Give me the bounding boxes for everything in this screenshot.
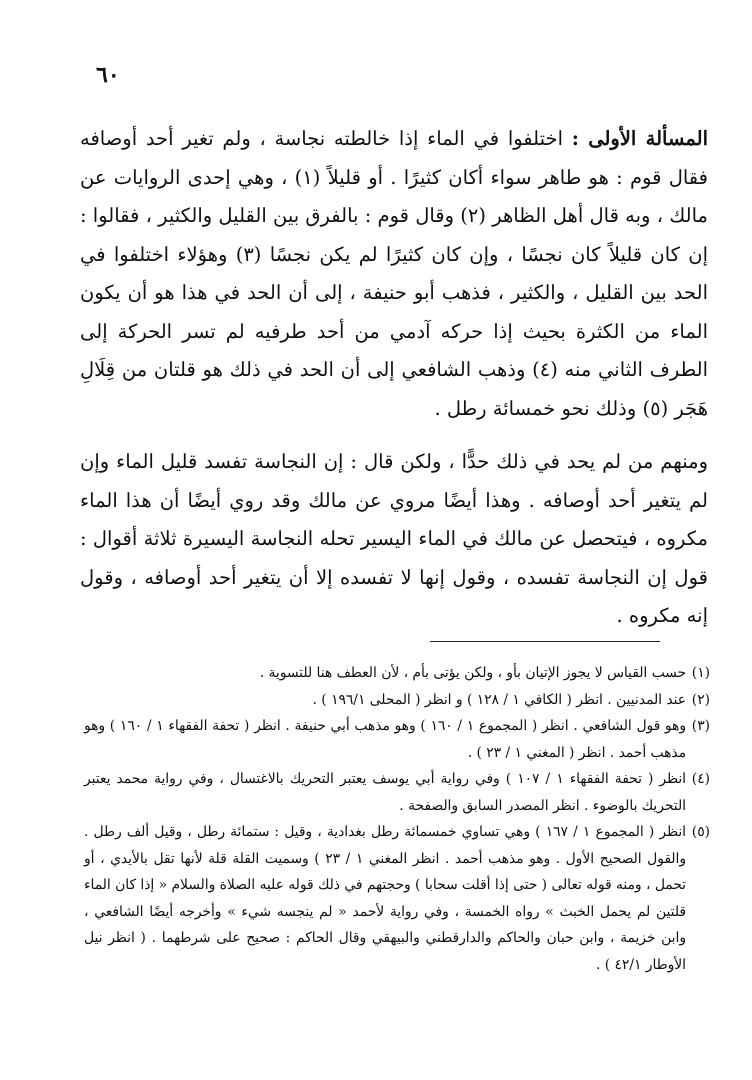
footnote-marker: (٥): [691, 824, 710, 840]
footnotes: [84, 660, 710, 978]
footnote-text: عند المدنيين . انظر ( الكافي ١ / ١٢٨ ) و انظر ( المحلى ١٩٦/١ ) .: [312, 691, 686, 708]
page-number: ٦٠: [96, 62, 120, 88]
footnote-3: [84, 713, 710, 766]
footnote-marker: (٣): [691, 718, 710, 734]
footnote-2: [84, 687, 710, 714]
footnote-1: [84, 660, 710, 687]
footnote-marker: (٢): [691, 691, 710, 708]
paragraph-1: [80, 120, 708, 428]
footnote-text: انظر ( المجموع ١ / ١٦٧ ) وهي تساوي خمسمائة رطل بغدادية ، وقيل : ستمائة رطل ، وقيل ألف رطل . والقول الصحيح الأول . وهو مذهب أحمد . انظر المغني ١ / ٢٣ ) وسميت القلة قلة لأنها تقل بالأيدي ، أو تحمل ، ومنه قوله تعالى ( حتى إذا أقلت سحابا ) وحجتهم في ذلك قوله عليه الصلاة والسلام « إذا كان الماء قلتين لم يحمل الخبث » رواه الخمسة ، وفي رواية لأحمد « لم ينجسه شيء » وأخرجه أيضًا الشافعي ، وابن خزيمة ، وابن حبان والحاكم والدارقطني والبيهقي وقال الحاكم : صحيح على شرطهما . ( انظر نيل الأوطار ٤٢/١ ) .: [84, 824, 687, 973]
paragraph-1-text: اختلفوا في الماء إذا خالطته نجاسة ، ولم تغير أحد أوصافه فقال قوم : هو طاهر سواء أكان كثيرًا . أو قليلاً (١) ، وهي إحدى الروايات عن مالك ، وبه قال أهل الظاهر (٢) وقال قوم : بالفرق بين القليل والكثير ، فقالوا : إن كان قليلاً كان نجسًا ، وإن كان كثيرًا لم يكن نجسًا (٣) وهؤلاء اختلفوا في الحد بين القليل ، والكثير ، فذهب أبو حنيفة ، إلى أن الحد في هذا هو أن يكون الماء من الكثرة بحيث إذا حركه آدمي من أحد طرفيه لم تسر الحركة إلى الطرف الثاني منه (٤) وذهب الشافعي إلى أن الحد في ذلك هو قلتان من قِلَالِ هَجَر (٥) وذلك نحو خمسائة رطل .: [80, 127, 708, 420]
paragraph-2: ومنهم من لم يحد في ذلك حدًّا ، ولكن قال : إن النجاسة تفسد قليل الماء وإن لم يتغير أحد أوصافه . وهذا أيضًا مروي عن مالك وقد روي أيضًا أن هذا الماء مكروه ، فيتحصل عن مالك في الماء اليسير تحله النجاسة اليسيرة ثلاثة أقوال : قول إن النجاسة تفسده ، وقول إنها لا تفسده إلا أن يتغير أحد أوصافه ، وقول إنه مكروه .: [80, 450, 708, 627]
footnote-marker: (١): [691, 665, 710, 681]
footnote-separator: [430, 641, 660, 642]
footnote-marker: (٤): [691, 771, 710, 787]
issue-heading: المسألة الأولى :: [571, 127, 709, 150]
footnote-text: انظر ( تحفة الفقهاء ١ / ١٠٧ ) وفي رواية أبي يوسف يعتبر التحريك بالاغتسال ، وفي رواية محمد يعتبر التحريك بالوضوء . انظر المصدر السابق والصفحة .: [84, 771, 687, 814]
footnote-5: [84, 819, 710, 978]
footnote-4: [84, 766, 710, 819]
footnote-text: حسب القياس لا يجوز الإتيان بأو ، ولكن يؤتى بأم ، لأن العطف هنا للتسوية .: [259, 665, 686, 681]
main-text: [80, 120, 708, 636]
footnote-text: وهو قول الشافعي . انظر ( المجموع ١ / ١٦٠ ) وهو مذهب أبي حنيفة . انظر ( تحفة الفقهاء ١ / ١٦٠ ) وهو مذهب أحمد . انظر ( المغني ١ / ٢٣ ) .: [84, 718, 686, 761]
